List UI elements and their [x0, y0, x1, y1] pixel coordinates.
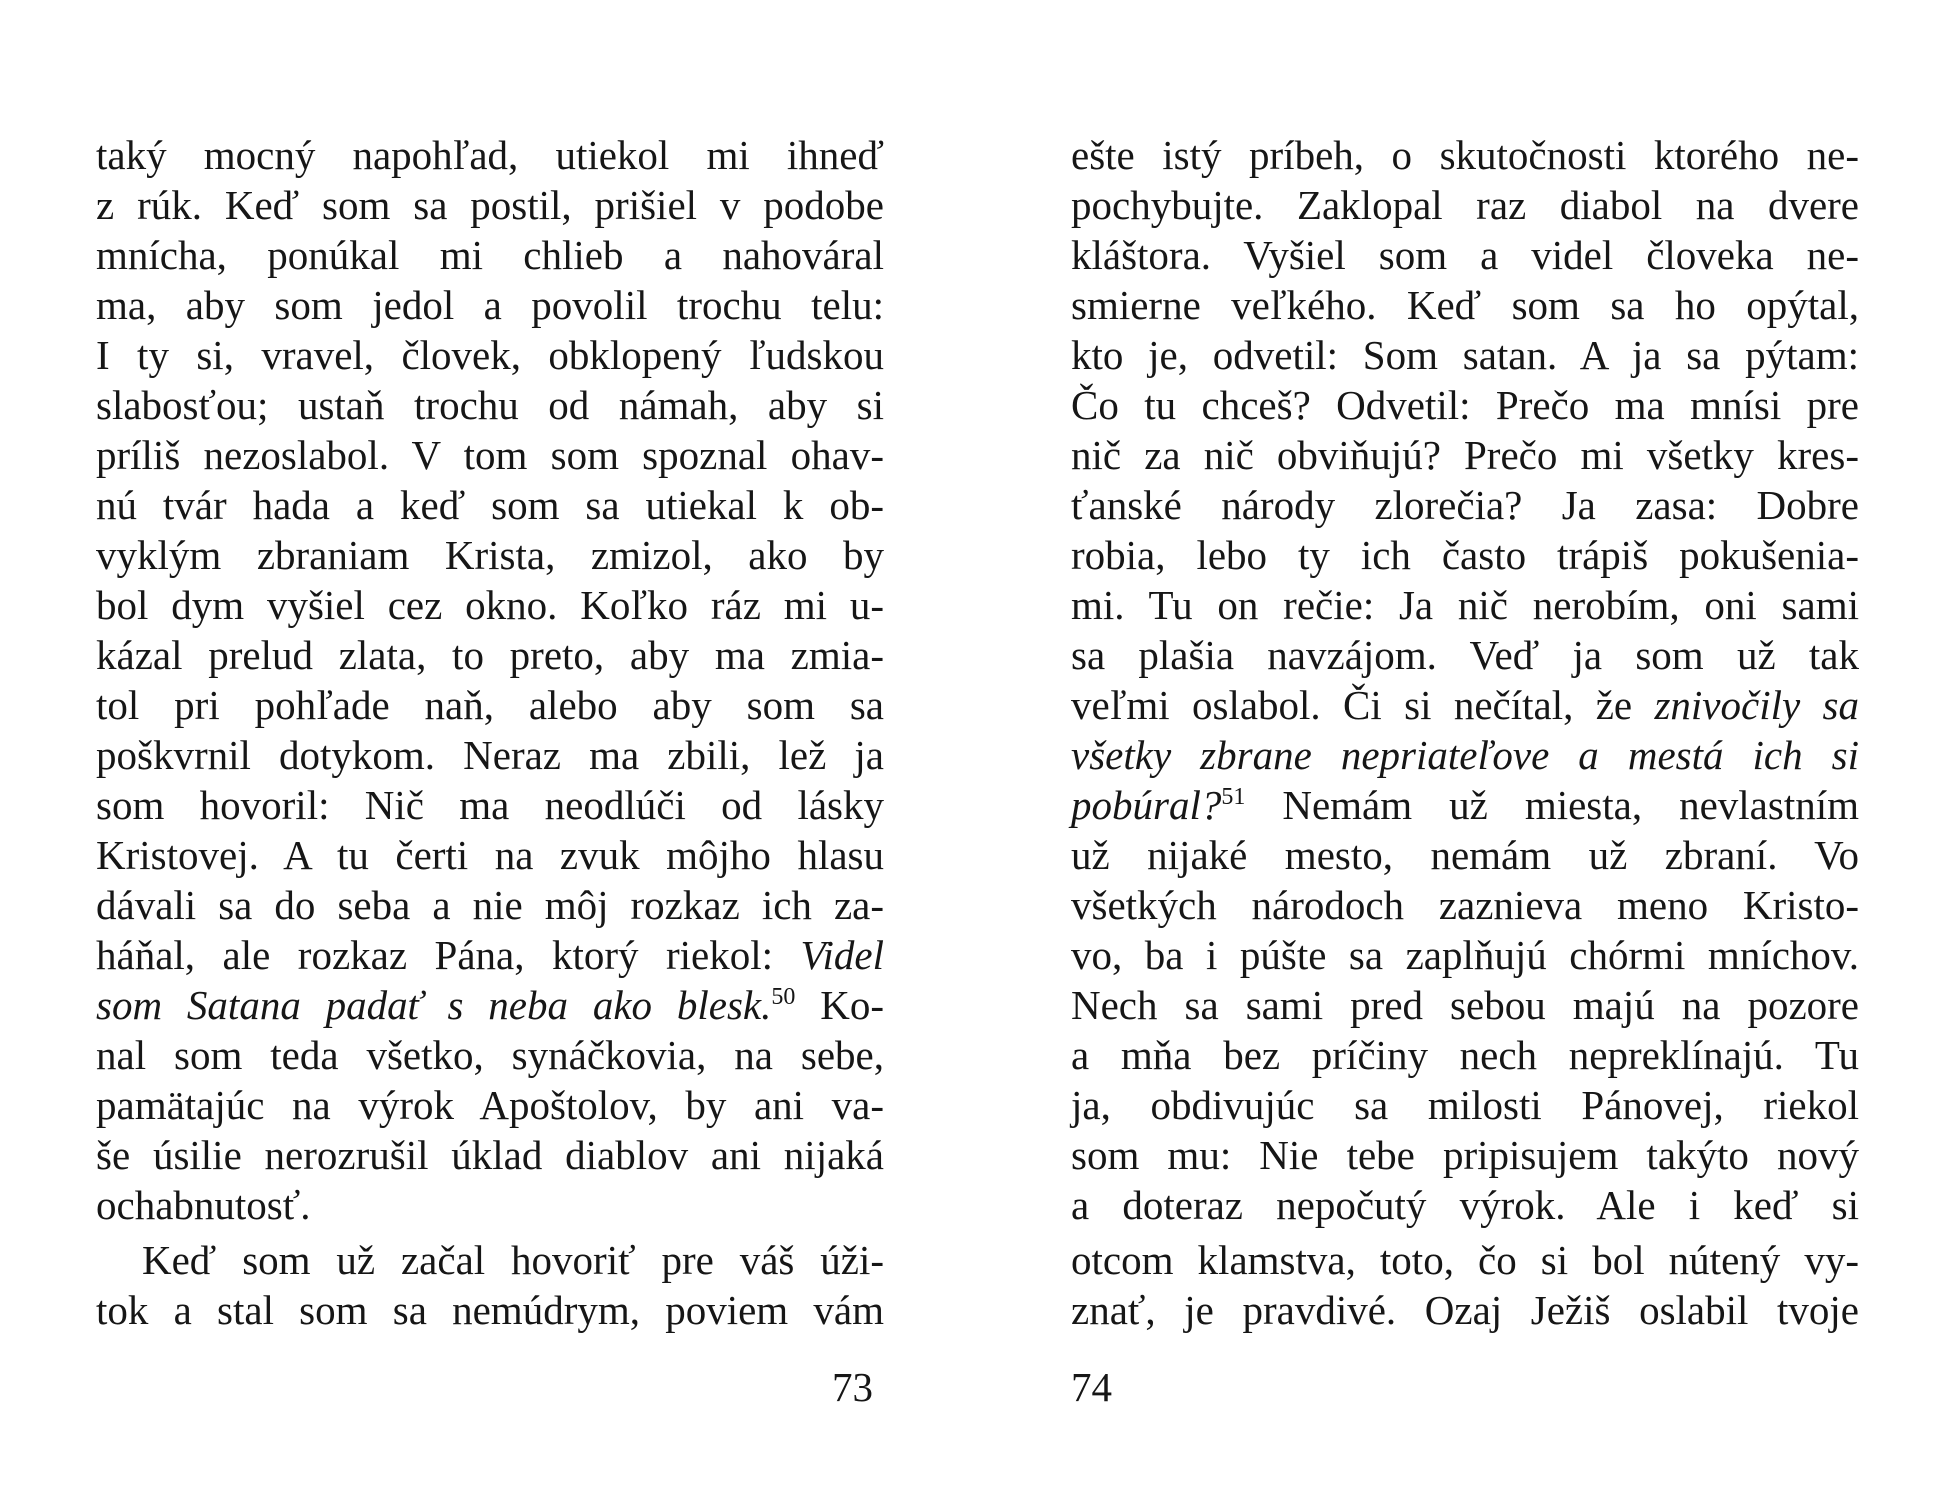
text-line: kázal prelud zlata, to preto, aby ma zmia-: [96, 632, 884, 678]
text-fragment: háňal, ale rozkaz Pána, ktorý riekol:: [96, 932, 774, 978]
text-line: znať, je pravdivé. Ozaj Ježiš oslabil tvoje: [1071, 1287, 1859, 1333]
text-line: Čo tu chceš? Odvetil: Prečo ma mnísi pre: [1071, 382, 1859, 428]
text-line: še úsilie nerozrušil úklad diablov ani nijaká: [96, 1132, 884, 1178]
text-line: tok a stal som sa nemúdrym, poviem vám: [96, 1287, 884, 1333]
text-line: Kristovej. A tu čerti na zvuk môjho hlasu: [96, 832, 884, 878]
text-line: vo, ba i púšte sa zaplňujú chórmi mníchov.: [1071, 932, 1859, 978]
text-fragment: Nemám už miesta, nevlastním: [1282, 782, 1859, 828]
text-fragment: veľmi oslabol. Či si nečítal, že: [1071, 682, 1633, 728]
text-line: smierne veľkého. Keď som sa ho opýtal,: [1071, 282, 1859, 328]
text-line: nú tvár hada a keď som sa utiekal k ob-: [96, 482, 884, 528]
text-fragment: Ko-: [820, 982, 884, 1028]
text-line: kto je, odvetil: Som satan. A ja sa pýtam:: [1071, 332, 1859, 378]
text-line: a mňa bez príčiny nech nepreklínajú. Tu: [1071, 1032, 1859, 1078]
text-line: dávali sa do seba a nie môj rozkaz ich za-: [96, 882, 884, 928]
italic-quote: som Satana padať s neba ako blesk.: [96, 982, 772, 1028]
italic-quote: pobúral?: [1071, 782, 1222, 828]
text-line: mnícha, ponúkal mi chlieb a nahováral: [96, 232, 884, 278]
text-line: z rúk. Keď som sa postil, prišiel v podobe: [96, 182, 884, 228]
italic-quote: znivočily sa: [1654, 682, 1859, 728]
text-line: mi. Tu on rečie: Ja nič nerobím, oni sami: [1071, 582, 1859, 628]
text-line: otcom klamstva, toto, čo si bol nútený vy-: [1071, 1237, 1859, 1283]
text-line: ešte istý príbeh, o skutočnosti ktorého ne-: [1071, 132, 1859, 178]
text-line: sa plašia navzájom. Veď ja som už tak: [1071, 632, 1859, 678]
text-line: nal som teda všetko, synáčkovia, na sebe,: [96, 1032, 884, 1078]
text-line: už nijaké mesto, nemám už zbraní. Vo: [1071, 832, 1859, 878]
text-line: bol dym vyšiel cez okno. Koľko ráz mi u-: [96, 582, 884, 628]
text-line: kláštora. Vyšiel som a videl človeka ne-: [1071, 232, 1859, 278]
text-line: I ty si, vravel, človek, obklopený ľudskou: [96, 332, 884, 378]
text-line: ťanské národy zlorečia? Ja zasa: Dobre: [1071, 482, 1859, 528]
text-line: [1071, 780, 1859, 830]
text-line: ochabnutosť.: [96, 1182, 311, 1228]
text-line: poškvrnil dotykom. Neraz ma zbili, lež ja: [96, 732, 884, 778]
text-line: všetkých národoch zaznieva meno Kristo-: [1071, 882, 1859, 928]
page-number: 73: [832, 1364, 873, 1410]
text-line: ja, obdivujúc sa milosti Pánovej, riekol: [1071, 1082, 1859, 1128]
text-line: a doteraz nepočutý výrok. Ale i keď si: [1071, 1182, 1859, 1228]
text-line: pochybujte. Zaklopal raz diabol na dvere: [1071, 182, 1859, 228]
text-line: som hovoril: Nič ma neodlúči od lásky: [96, 782, 884, 828]
footnote-marker: 51: [1221, 784, 1246, 810]
text-line: tol pri pohľade naň, alebo aby som sa: [96, 682, 884, 728]
text-line: taký mocný napohľad, utiekol mi ihneď: [96, 132, 884, 178]
page-number: 74: [1071, 1364, 1112, 1410]
text-line: [96, 930, 884, 980]
text-line: [1071, 680, 1859, 730]
italic-quote: Videl: [800, 932, 885, 978]
text-line: Keď som už začal hovoriť pre váš úži-: [142, 1237, 884, 1283]
text-line: pamätajúc na výrok Apoštolov, by ani va-: [96, 1082, 884, 1128]
text-line: príliš nezoslabol. V tom som spoznal ohav-: [96, 432, 884, 478]
text-line: nič za nič obviňujú? Prečo mi všetky kres-: [1071, 432, 1859, 478]
italic-quote: všetky zbrane nepriateľove a mestá ich si: [1071, 732, 1859, 778]
text-line: ma, aby som jedol a povolil trochu telu:: [96, 282, 884, 328]
text-line: robia, lebo ty ich často trápiš pokušenia-: [1071, 532, 1859, 578]
text-line: slabosťou; ustaň trochu od námah, aby si: [96, 382, 884, 428]
text-line: Nech sa sami pred sebou majú na pozore: [1071, 982, 1859, 1028]
text-line: [96, 980, 884, 1030]
text-line: [1071, 730, 1859, 780]
footnote-marker: 50: [771, 984, 796, 1010]
text-line: som mu: Nie tebe pripisujem takýto nový: [1071, 1132, 1859, 1178]
text-line: vyklým zbraniam Krista, zmizol, ako by: [96, 532, 884, 578]
